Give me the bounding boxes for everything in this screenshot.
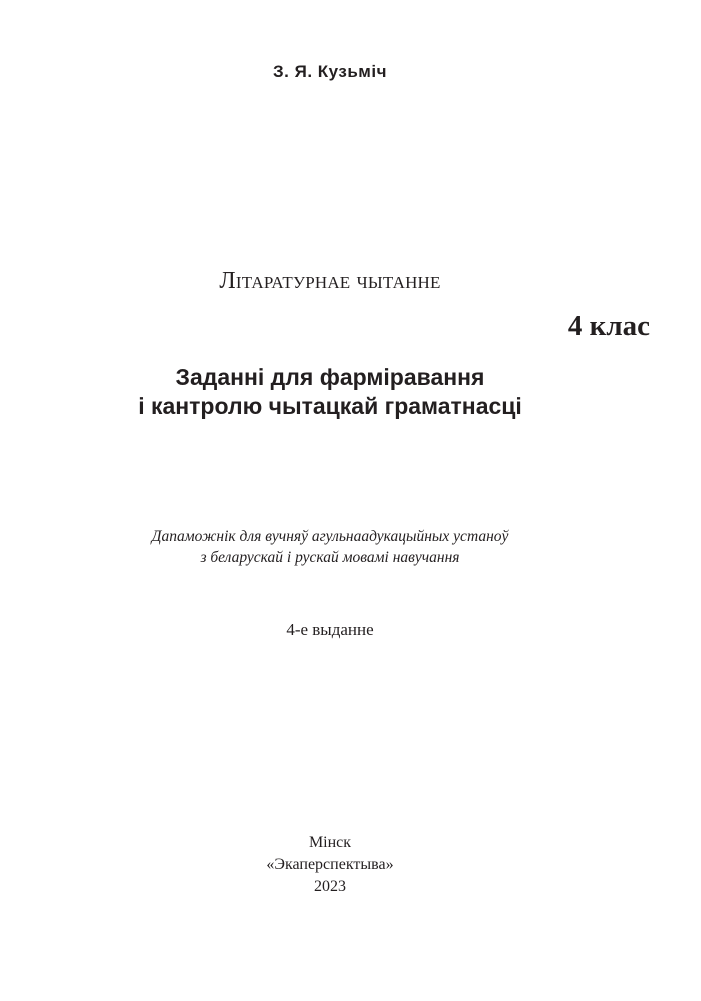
book-subject-heading: Літаратурнае чытанне [219,268,441,294]
imprint [230,832,430,898]
imprint-city: Мінск [308,834,352,851]
author-name: З. Я. Кузьміч [273,62,387,81]
book-title-line-2: і кантролю чытацкай граматнасці [138,393,522,419]
book-description-line-2: з беларускай і рускай мовамі навучання [200,549,460,566]
imprint-publisher: «Экаперспектыва» [266,856,394,873]
grade-label: 4 клас [567,310,650,342]
book-description-line-1: Дапаможнік для вучняў агульнаадукацыйных устаноў [151,528,509,545]
book-title-line-1: Заданні для фарміравання [175,364,485,390]
book-description [100,526,560,568]
imprint-year: 2023 [314,878,346,895]
edition-label: 4-е выданне [286,620,374,639]
book-title [110,363,550,421]
